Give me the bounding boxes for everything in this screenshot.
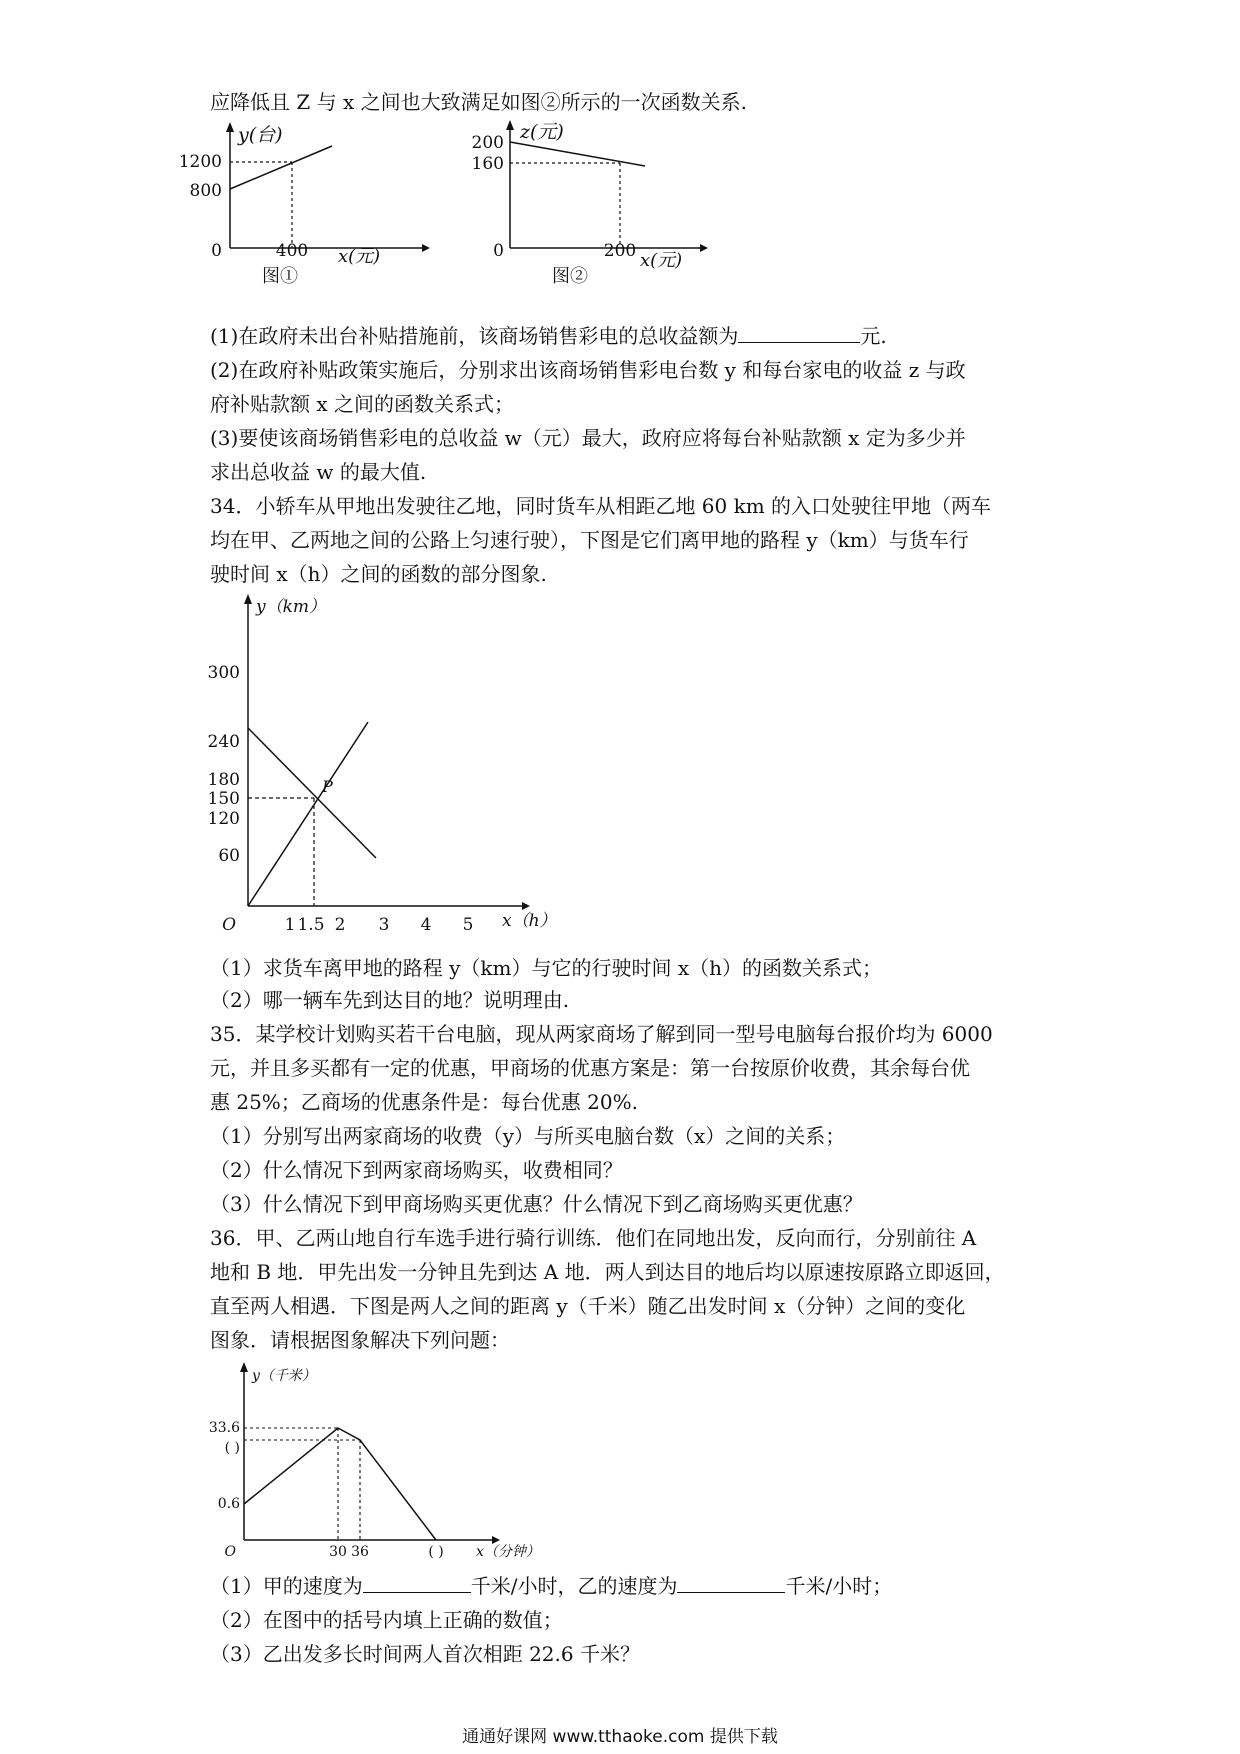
q33-part1-text: (1)在政府未出台补贴措施前，该商场销售彩电的总收益额为 <box>210 324 739 348</box>
q33-part1-unit: 元. <box>860 324 887 348</box>
q35-text-line3: 惠 25%；乙商场的优惠条件是：每台优惠 20%. <box>210 1090 638 1114</box>
q34-ytick-120: 120 <box>207 809 240 829</box>
fig1-ytick-800: 800 <box>189 181 222 201</box>
q34-ytick-180: 180 <box>207 770 240 790</box>
q34-ytick-240: 240 <box>207 732 240 752</box>
q36-part2: （2）在图中的括号内填上正确的数值； <box>210 1608 563 1632</box>
q34-ytick-300: 300 <box>207 663 240 683</box>
q36-ylabel: y（千米） <box>252 1368 316 1384</box>
fig1-xlabel: x(元) <box>338 246 381 267</box>
fig2-caption: 图② <box>552 266 588 287</box>
fig1-ylabel: y(台) <box>238 124 283 146</box>
q35-part1: （1）分别写出两家商场的收费（y）与所买电脑台数（x）之间的关系； <box>210 1124 846 1148</box>
fig2-origin: 0 <box>493 241 504 261</box>
figure-1 <box>178 118 430 318</box>
q34-car-line <box>248 722 368 906</box>
q34-point-p: P <box>322 777 333 796</box>
q34-xtick-1-5: 1.5 <box>297 915 325 935</box>
q35-part2: （2）什么情况下到两家商场购买，收费相同？ <box>210 1158 623 1182</box>
fig1-origin: 0 <box>211 241 222 261</box>
q36-part3: （3）乙出发多长时间两人首次相距 22.6 千米？ <box>210 1642 640 1666</box>
q36-xlabel: x（分钟） <box>476 1544 540 1560</box>
q36-part1-text-a: （1）甲的速度为 <box>210 1574 363 1598</box>
q36-ytick-0-6: 0.6 <box>217 1496 240 1512</box>
q34-ylabel: y（km） <box>256 597 327 617</box>
fig1-xtick-400: 400 <box>275 241 309 261</box>
figure-2 <box>470 118 710 318</box>
q33-part2-line2: 府补贴款额 x 之间的函数关系式； <box>210 392 514 416</box>
q36-part1 <box>210 1574 892 1598</box>
q36-text-line4: 图象．请根据图象解决下列问题： <box>210 1328 510 1352</box>
q34-part1: （1）求货车离甲地的路程 y（km）与它的行驶时间 x（h）的函数关系式； <box>210 956 882 980</box>
intro-text: 应降低且 Z 与 x 之间也大致满足如图②所示的一次函数关系. <box>210 90 747 114</box>
q34-xtick-1: 1 <box>284 915 296 935</box>
q34-xtick-3: 3 <box>378 915 390 935</box>
q36-ytick-blank: ( ) <box>224 1440 240 1456</box>
fig2-ytick-160: 160 <box>471 154 504 174</box>
fig1-caption: 图① <box>262 266 298 287</box>
q34-ytick-150: 150 <box>207 789 240 809</box>
q36-ytick-33-6: 33.6 <box>208 1420 240 1436</box>
answer-blank-q33-1[interactable] <box>738 324 860 343</box>
fig2-ytick-200: 200 <box>471 133 504 153</box>
q36-text-line2: 地和 B 地．甲先出发一分钟且先到达 A 地．两人到达目的地后均以原速按原路立即返回， <box>210 1260 1005 1284</box>
fig2-line <box>510 142 645 166</box>
footer-credit: 通通好课网 www.tthaoke.com 提供下载 <box>462 1727 778 1747</box>
q34-text-line1: 34．小轿车从甲地出发驶往乙地，同时货车从相距乙地 60 km 的入口处驶往甲地（两车 <box>210 494 992 518</box>
q36-xtick-blank: ( ) <box>428 1544 444 1560</box>
q34-xtick-4: 4 <box>420 915 432 935</box>
q35-part3: （3）什么情况下到甲商场购买更优惠？什么情况下到乙商场购买更优惠？ <box>210 1192 863 1216</box>
fig2-xtick-200: 200 <box>603 241 637 261</box>
q34-part2: （2）哪一辆车先到达目的地？说明理由. <box>210 988 570 1012</box>
q34-ytick-60: 60 <box>218 846 240 866</box>
fig2-xlabel: x(元) <box>640 250 683 271</box>
q36-text-line3: 直至两人相遇．下图是两人之间的距离 y（千米）随乙出发时间 x（分钟）之间的变化 <box>210 1294 966 1318</box>
q36-distance-line <box>244 1428 436 1540</box>
q36-text-line1: 36．甲、乙两山地自行车选手进行骑行训练．他们在同地出发，反向而行，分别前往 A <box>210 1226 977 1250</box>
q36-graph <box>210 1360 550 1560</box>
q34-xlabel: x（h） <box>502 911 557 931</box>
answer-blank-q36-speed-a[interactable] <box>363 1574 471 1593</box>
q34-text-line2: 均在甲、乙两地之间的公路上匀速行驶），下图是它们离甲地的路程 y（km）与货车行 <box>210 528 969 552</box>
q36-part1-text-b: 千米/小时，乙的速度为 <box>470 1574 678 1598</box>
fig1-line <box>230 146 332 189</box>
q34-origin: O <box>222 915 236 935</box>
q33-part1 <box>210 324 887 348</box>
q33-part3-line1: (3)要使该商场销售彩电的总收益 w（元）最大，政府应将每台补贴款额 x 定为多少并 <box>210 426 966 450</box>
q36-xtick-30: 30 <box>329 1544 347 1560</box>
q34-xtick-2: 2 <box>334 915 346 935</box>
q35-text-line1: 35．某学校计划购买若干台电脑，现从两家商场了解到同一型号电脑每台报价均为 6000 <box>210 1022 993 1046</box>
q34-xtick-5: 5 <box>462 915 474 935</box>
fig2-ylabel: z(元) <box>520 121 564 143</box>
q34-text-line3: 驶时间 x（h）之间的函数的部分图象. <box>210 562 547 586</box>
fig1-ytick-1200: 1200 <box>178 152 222 172</box>
q34-graph <box>200 592 560 952</box>
answer-blank-q36-speed-b[interactable] <box>677 1574 785 1593</box>
q34-truck-line <box>248 728 376 858</box>
q35-text-line2: 元，并且多买都有一定的优惠，甲商场的优惠方案是：第一台按原价收费，其余每台优 <box>210 1056 970 1080</box>
q33-part2-line1: (2)在政府补贴政策实施后，分别求出该商场销售彩电台数 y 和每台家电的收益 z 与政 <box>210 358 966 382</box>
q36-origin: O <box>224 1544 236 1560</box>
q36-part1-text-c: 千米/小时； <box>785 1574 893 1598</box>
q36-xtick-36: 36 <box>351 1544 369 1560</box>
q33-part3-line2: 求出总收益 w 的最大值. <box>210 460 427 484</box>
